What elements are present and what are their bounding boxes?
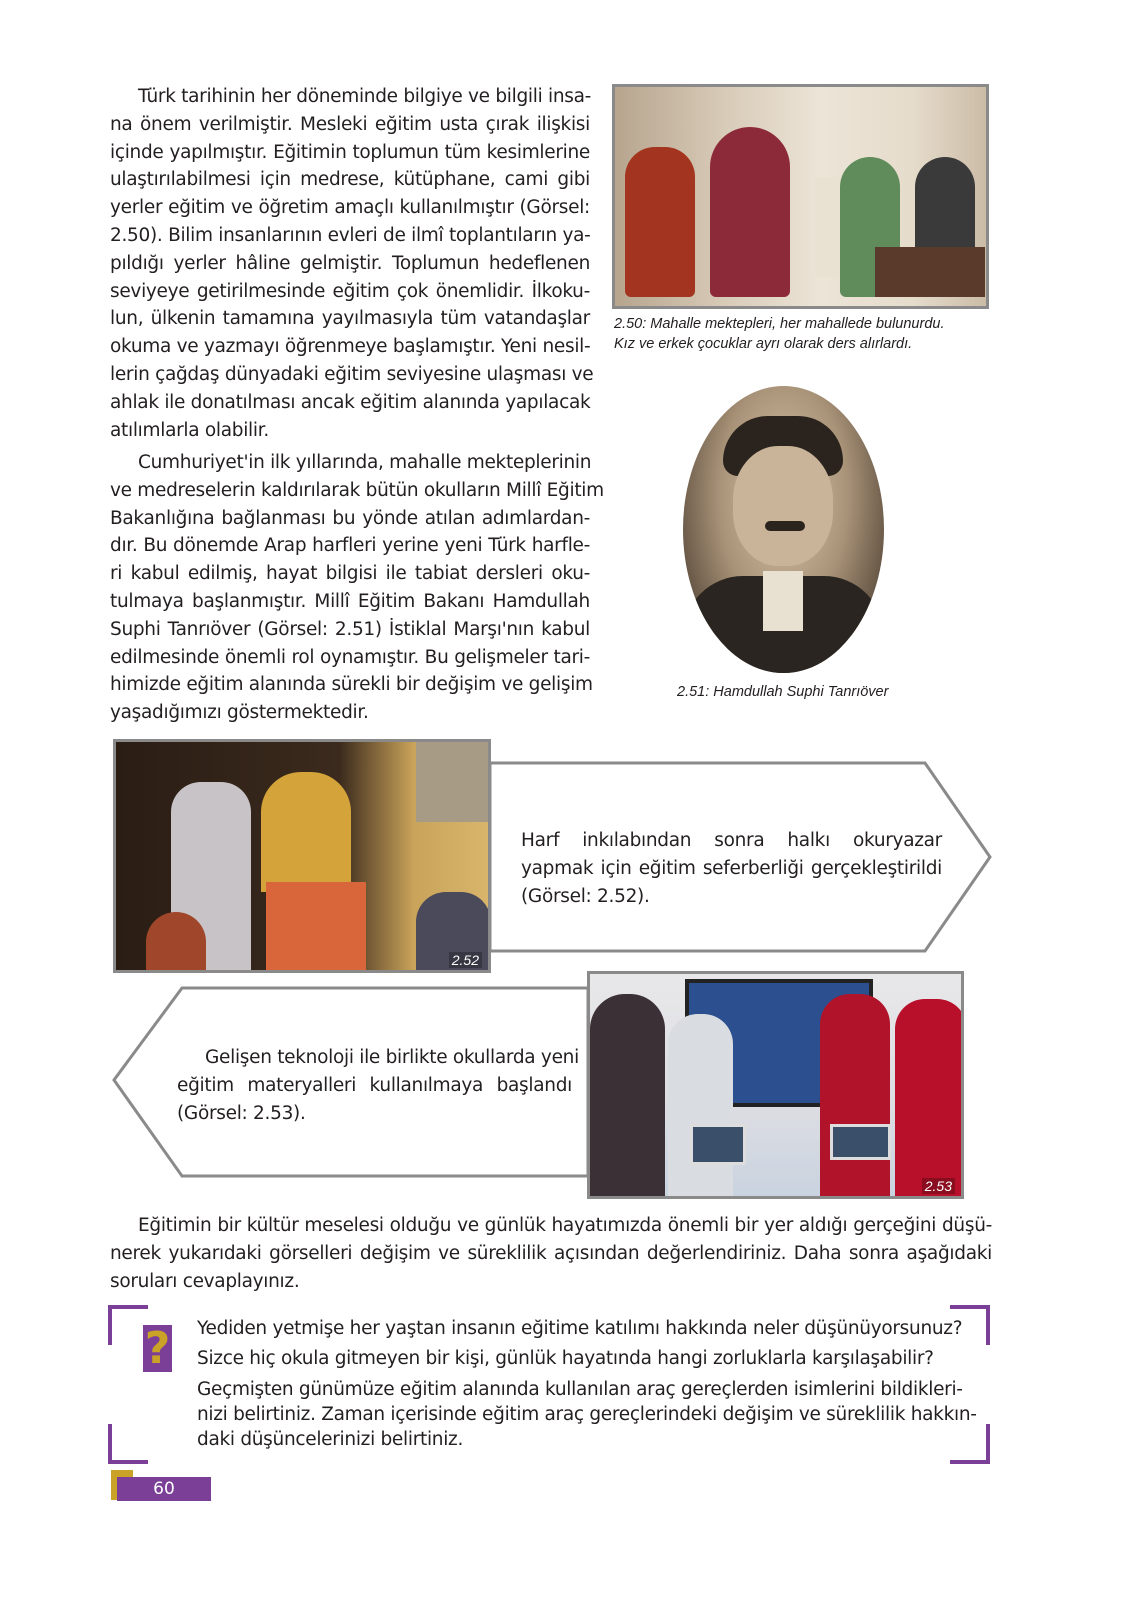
question-mark-icon: ? xyxy=(144,1323,171,1374)
page-number: 60 xyxy=(117,1477,211,1501)
question-item: Sizce hiç okula gitmeyen bir kişi, günlük hayatında hangi zorluklarla karşılaşabilir? xyxy=(197,1348,934,1369)
bracket-top-right xyxy=(986,1305,990,1345)
bracket-bottom-left xyxy=(108,1460,148,1464)
text-line: nerek yukarıdaki görselleri değişim ve süreklilik açısından değerlendiriniz. Daha sonra aşağıdaki xyxy=(110,1242,992,1264)
text-line: Cumhuriyet'in ilk yıllarında, mahalle mekteplerinin xyxy=(138,452,592,473)
text-line: atılımlarla olabilir. xyxy=(110,419,269,441)
paragraph-3 xyxy=(110,1212,992,1295)
text-line: seviyeye getirilmesinde eğitim çok önemlidir. İlkoku- xyxy=(110,280,590,302)
figure-2-52-photo xyxy=(113,739,491,973)
figure-2-51-caption: 2.51: Hamdullah Suphi Tanrıöver xyxy=(677,684,889,700)
text-line: tulmaya başlanmıştır. Millî Eğitim Bakanı Hamdullah xyxy=(110,590,590,612)
bracket-bottom-left xyxy=(108,1424,112,1464)
paragraph-2 xyxy=(110,449,604,727)
text-line: dır. Bu dönemde Arap harfleri yerine yeni Türk harfle- xyxy=(110,535,590,557)
figure-2-51-portrait xyxy=(683,386,884,673)
figure-2-52-text xyxy=(521,827,942,910)
question-item: daki düşüncelerinizi belirtiniz. xyxy=(197,1429,464,1450)
question-item: Geçmişten günümüze eğitim alanında kullanılan araç gereçlerden isimlerini bildikleri- xyxy=(197,1379,963,1400)
text-line: (Görsel: 2.53). xyxy=(177,1102,306,1124)
text-line: ve medreselerin kaldırılarak bütün okulların Millî Eğitim xyxy=(110,479,604,501)
question-item: Yediden yetmişe her yaştan insanın eğitime katılımı hakkında neler düşünüyorsunuz? xyxy=(197,1318,963,1339)
bracket-top-left xyxy=(108,1305,148,1309)
text-line: Eğitimin bir kültür meselesi olduğu ve günlük hayatımızda önemli bir yer aldığı gerçeğini düşü- xyxy=(138,1215,992,1236)
text-line: pıldığı yerler hâline gelmiştir. Toplumun hedeflenen xyxy=(110,252,590,274)
text-line: na önem verilmiştir. Mesleki eğitim usta çırak ilişkisi xyxy=(110,113,590,135)
text-line: soruları cevaplayınız. xyxy=(110,1270,300,1292)
text-line: ulaştırılabilmesi için medrese, kütüphane, cami gibi xyxy=(110,169,590,191)
bracket-bottom-right xyxy=(950,1460,990,1464)
text-line: Harf inkılabından sonra halkı okuryazar xyxy=(521,830,942,851)
text-line: lun, ülkenin tamamına yayılmasıyla tüm vatandaşlar xyxy=(110,308,590,330)
text-line: yaşadığımızı göstermektedir. xyxy=(110,702,369,724)
bracket-top-left xyxy=(108,1305,112,1345)
figure-2-50-caption xyxy=(614,314,944,354)
caption-line: Kız ve erkek çocuklar ayrı olarak ders alırlardı. xyxy=(614,336,913,352)
bracket-top-right xyxy=(950,1305,990,1309)
paragraph-1 xyxy=(110,83,594,444)
text-line: ri kabul edilmiş, hayat bilgisi ile tabiat dersleri oku- xyxy=(110,563,590,585)
text-line: Bakanlığına bağlanması bu yönde atılan adımlardan- xyxy=(110,507,590,529)
text-line: (Görsel: 2.52). xyxy=(521,885,650,907)
question-list xyxy=(197,1316,977,1452)
text-line: edilmesinde önemli rol oynamıştır. Bu gelişmeler tari- xyxy=(110,646,590,668)
figure-2-53-photo xyxy=(587,971,964,1199)
figure-2-53-text xyxy=(177,1044,579,1127)
question-item: nizi belirtiniz. Zaman içerisinde eğitim araç gereçlerindeki değişim ve süreklilik hakkın- xyxy=(197,1404,977,1425)
text-line: 2.50). Bilim insanlarının evleri de ilmî toplantıların ya- xyxy=(110,224,591,246)
figure-2-52-tag: 2.52 xyxy=(449,952,482,968)
text-line: Türk tarihinin her döneminde bilgiye ve bilgili insa- xyxy=(138,86,592,107)
text-line: ahlak ile donatılması ancak eğitim alanında yapılacak xyxy=(110,391,591,413)
text-line: eğitim materyalleri kullanılmaya başlandı xyxy=(177,1074,572,1096)
text-line: içinde yapılmıştır. Eğitimin toplumun tüm kesimlerine xyxy=(110,141,590,163)
text-line: Suphi Tanrıöver (Görsel: 2.51) İstiklal Marşı'nın kabul xyxy=(110,618,590,640)
bracket-bottom-right xyxy=(986,1424,990,1464)
caption-line: 2.50: Mahalle mektepleri, her mahallede bulunurdu. xyxy=(614,316,945,332)
text-line: yapmak için eğitim seferberliği gerçekleştirildi xyxy=(521,857,942,879)
text-line: okuma ve yazmayı öğrenmeye başlamıştır. Yeni nesil- xyxy=(110,336,591,358)
text-line: himizde eğitim alanında sürekli bir değişim ve gelişim xyxy=(110,674,593,696)
figure-2-53-tag: 2.53 xyxy=(922,1178,955,1194)
text-line: yerler eğitim ve öğretim amaçlı kullanılmıştır (Görsel: xyxy=(110,197,590,219)
text-line: Gelişen teknoloji ile birlikte okullarda yeni xyxy=(205,1047,579,1068)
figure-2-50-photo xyxy=(612,84,989,309)
text-line: lerin çağdaş dünyadaki eğitim seviyesine ulaşması ve xyxy=(110,363,594,385)
